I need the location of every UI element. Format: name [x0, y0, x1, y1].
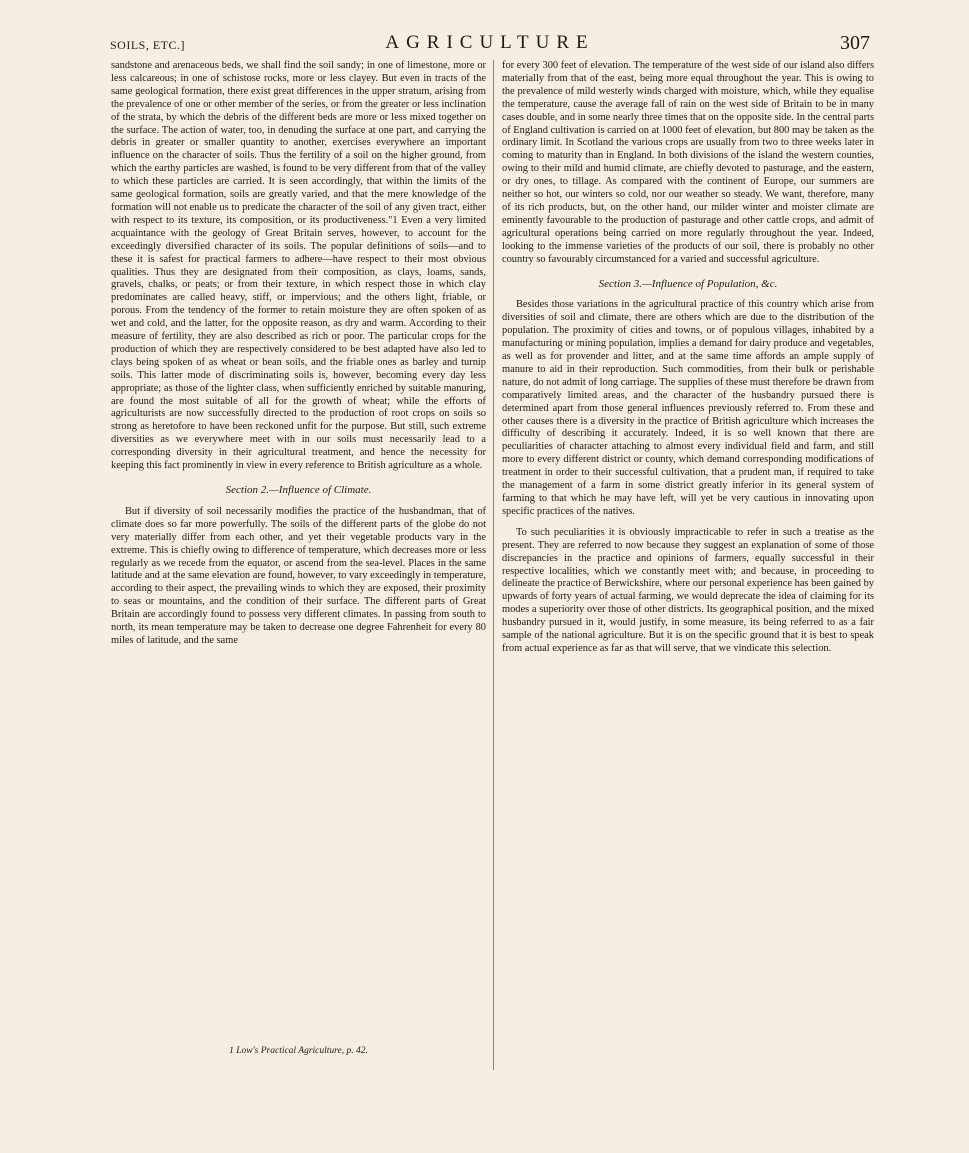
section-label: SOILS, ETC.]: [110, 38, 185, 52]
paragraph: To such peculiarities it is obviously impracticable to refer in such a treatise as the present. They are referred to now because they suggest an explanation of some of those discrepancies in the practice and opinions of farmers, equally successful in their respective localities, which we constantly meet with; and because, in proceeding to delineate the practice of Berwickshire, where our personal experience has been gained by upwards of forty years of actual farming, we would deprecate the idea of claiming for its modes a superiority over those of other districts. Its geographical position, and the mixed husbandry pursued in it, would justify, in some measure, its being referred to as a fair sample of the national agriculture. But it is on the specific ground that it is best to speak from actual experience as far as that will serve, that we vindicate this selection.: [502, 526, 874, 654]
paragraph: sandstone and arenaceous beds, we shall find the soil sandy; in one of limestone, more or less calcareous; in one of schistose rocks, more or less clayey. But even in tracts of the same geological formation, there exist great differences in the upper stratum, arising from the prevalence of one or other member of the series, or from the greater or less inclination of the strata, by which the debris of the different beds are more or less mixed together on the surface. The action of water, too, in denuding the surface at one part, and carrying the debris in greater or smaller quantity to another, exercises everywhere an important influence on the character of soils. Thus the fertility of a soil on the higher ground, from which the earthy particles are washed, is found to be very different from that of the valley to which these particles are carried. It is seen accordingly, that within the limits of the same geological formation, soils are greatly varied, and that the mere knowledge of the formation will not enable us to predicate the character of the soil of any given tract, either with respect to its texture, its composition, or its productiveness."1 Even a very limited acquaintance with the geology of Great Britain serves, however, to account for the exceedingly diversified character of its soils. The popular definitions of soils—and to these it is safest for practical farmers to adhere—have respect to their most obvious qualities. Thus they are designated from their composition, as clays, loams, sands, gravels, chalks, or peats; or from their texture, in which respect those in which clay predominates are called heavy, stiff, or impervious; and the others light, friable, or porous. From the tendency of the former to retain moisture they are often spoken of as wet and cold, and the latter, for the opposite reason, as dry and warm. According to their measure of fertility, they are also described as rich or poor. The particular crops for the production of which they are respectively considered to be best adapted have also led to clays being spoken of as wheat or bean soils, and the friable ones as barley and turnip soils. This latter mode of discriminating soils is, however, becoming every day less appropriate; as those of the lighter class, when sufficiently enriched by suitable manuring, are found the most suitable of all for the growth of wheat; while the efforts of agriculturists are now successfully directed to the production of root crops on soils so strong as heretofore to have been reckoned unfit for the purpose. But still, such extreme diversities as we everywhere meet with in our soils must necessarily lead to a corresponding diversity in their agricultural treatment, and hence the necessity for keeping this fact prominently in view in every reference to British agriculture as a whole.: [111, 60, 486, 472]
paragraph: Besides those variations in the agricultural practice of this country which arise from diversities of soil and climate, there are others which are due to the distribution of the population. The proximity of cities and towns, or of populous villages, inhabited by a manufacturing or mining population, implies a demand for dairy produce and vegetables, as well as for provender and litter, and at the same time affords an ample supply of manure to aid in their reproduction. Such commodities, from their bulk or perishable nature, do not admit of long carriage. The supplies of these must therefore be drawn from comparatively limited areas, and the character of the husbandry pursued there is determined apart from those general influences previously referred to. From these and other causes there is a diversity in the practice of British agriculture which increases the difficulty of describing it accurately. Indeed, it is so well known that there are peculiarities of character attaching to almost every individual field and farm, and still more to every different district or county, which demand corresponding modifications of treatment in order to their successful cultivation, that a prudent man, if required to take the management of a farm in some district greatly inferior in its general system of farming to that which he may have left, will yet be very cautious in innovating upon specific practices of the natives.: [502, 299, 874, 517]
section-heading: Section 3.—Influence of Population, &c.: [598, 277, 778, 290]
page-title: AGRICULTURE: [385, 32, 595, 53]
paragraph: for every 300 feet of elevation. The temperature of the west side of our island also differs materially from that of the east, being more equal throughout the year. This is owing to the prevalence of mild westerly winds charged with moisture, which, while they equalise the temperature, cause the average fall of rain on the west side of Britain to be in many cases double, and in some nearly three times that on the opposite side. In the central parts of England cultivation is carried on at 1000 feet of elevation, but 800 may be taken as the ordinary limit. In Scotland the various crops are usually from two to three weeks later in coming to maturity than in England. In both divisions of the island the western counties, owing to their mild and humid climate, are chiefly devoted to pasturage, and the eastern, or dry ones, to tillage. As compared with the continent of Europe, our summers are neither so hot, our winters so cold, nor our weather so steady. We want, therefore, many of its rich products, but, on the other hand, our milder winter and moister climate are eminently favourable to the production of pasturage and other cattle crops, and admit of agricultural operations being carried on more regularly throughout the year. Indeed, looking to the immense varieties of the products of our soil, there is probably no other country so favourably circumstanced for a varied and successful agriculture.: [502, 60, 874, 265]
footnote: 1 Low's Practical Agriculture, p. 42.: [229, 1046, 368, 1056]
section-heading: Section 2.—Influence of Climate.: [225, 484, 372, 496]
running-header: [110, 32, 870, 56]
paragraph: But if diversity of soil necessarily modifies the practice of the husbandman, that of climate does so far more powerfully. The soils of the different parts of the globe do not very materially differ from each other, and yet their vegetable products vary in the extreme. This is chiefly owing to difference of temperature, which decreases more or less regularly as we recede from the equator, or ascend from the sea-level. Places in the same latitude and at the same elevation are found, however, to vary exceedingly in temperature, according to their aspect, the prevailing winds to which they are exposed, their proximity to seas or mountains, and the condition of their surface. The different parts of Great Britain are accordingly found to possess very different climates. In passing from south to north, its mean temperature may be taken to decrease one degree Fahrenheit for every 80 miles of latitude, and the same: [111, 505, 486, 646]
page-number: 307: [840, 32, 870, 54]
column-divider: [493, 60, 494, 1070]
right-column: [502, 60, 874, 656]
left-column: [111, 60, 486, 648]
